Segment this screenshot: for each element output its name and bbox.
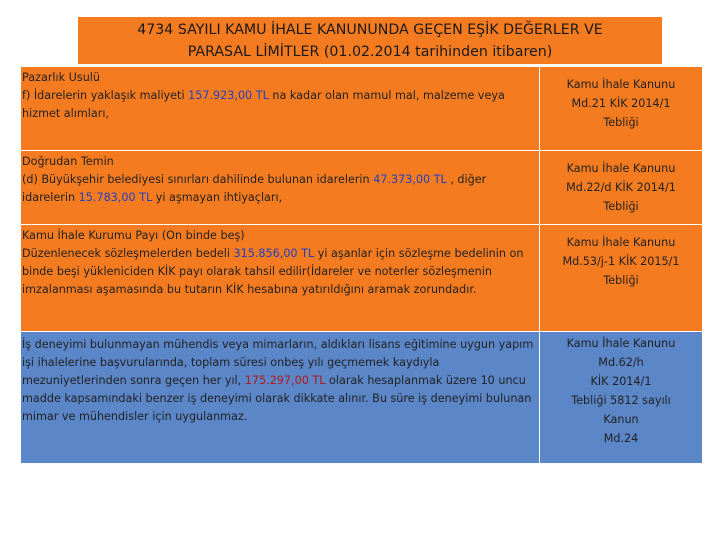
row-text: İş deneyimi bulunmayan mühendis veya mimarların, aldıkları lisans eğitimine uygun yapım işi ihalelerine başvurularında, toplam süresi onbeş yılı geçmemek kaydıyla mezuniyetlerinden sonra geçen her yıl, 175.297,00 TL olarak hesaplanmak üzere 10 uncu madde kapsamındaki benzer iş deneyimi olarak dikkate alınır. Bu süre iş deneyimi bulunan mimar ve mühendisler için uygulanmaz.: [22, 338, 534, 423]
amount-value: 47.373,00 TL: [373, 173, 447, 186]
table-row-is-deneyimi: [21, 332, 702, 464]
table-row-kik-payi: [21, 225, 702, 332]
limits-table: [21, 67, 702, 464]
title-line-1: 4734 SAYILI KAMU İHALE KANUNUNDA GEÇEN EŞİK DEĞERLER VE: [137, 22, 603, 38]
title-line-2: PARASAL LİMİTLER (01.02.2014 tarihinden itibaren): [187, 44, 553, 60]
table-row-dogrudan-temin: [21, 151, 702, 225]
row-description: [21, 67, 539, 150]
row-reference: Kamu İhale Kanunu Md.53/j-1 KİK 2015/1 Tebliği: [539, 225, 702, 331]
row-description: [21, 225, 539, 331]
row-heading: Doğrudan Temin: [22, 155, 114, 168]
row-heading: Kamu İhale Kurumu Payı (On binde beş): [22, 229, 245, 242]
row-heading: Pazarlık Usulü: [22, 71, 100, 84]
amount-value: 175.297,00 TL: [244, 374, 326, 387]
row-reference: Kamu İhale Kanunu Md.21 KİK 2014/1 Tebliği: [539, 67, 702, 150]
amount-value: 157.923,00 TL: [188, 89, 269, 102]
row-reference: Kamu İhale Kanunu Md.62/h KİK 2014/1 Tebliği 5812 sayılı Kanun Md.24: [539, 332, 702, 463]
row-text: f) İdarelerin yaklaşık maliyeti 157.923,00 TL na kadar olan mamul mal, malzeme veya hizmet alımları,: [22, 89, 505, 120]
row-text: (d) Büyükşehir belediyesi sınırları dahilinde bulunan idarelerin 47.373,00 TL , diğer idarelerin 15.783,00 TL yi aşmayan ihtiyaçları,: [22, 173, 487, 204]
amount-value: 315.856,00 TL: [233, 247, 315, 260]
row-text: Düzenlenecek sözleşmelerden bedeli 315.856,00 TL yi aşanlar için sözleşme bedelinin on binde beşi yükleniciden KİK payı olarak tahsil edilir(İdareler ve noterler sözleşmenin imzalanması aşamasında bu tutarın KİK hesabına yatırıldığını aramak zorundadır.: [22, 247, 524, 296]
page-title: [78, 17, 662, 64]
table-row-pazarlik: [21, 67, 702, 151]
row-description: [21, 332, 539, 463]
row-reference: Kamu İhale Kanunu Md.22/d KİK 2014/1 Tebliği: [539, 151, 702, 224]
row-description: [21, 151, 539, 224]
amount-value-2: 15.783,00 TL: [78, 191, 153, 204]
